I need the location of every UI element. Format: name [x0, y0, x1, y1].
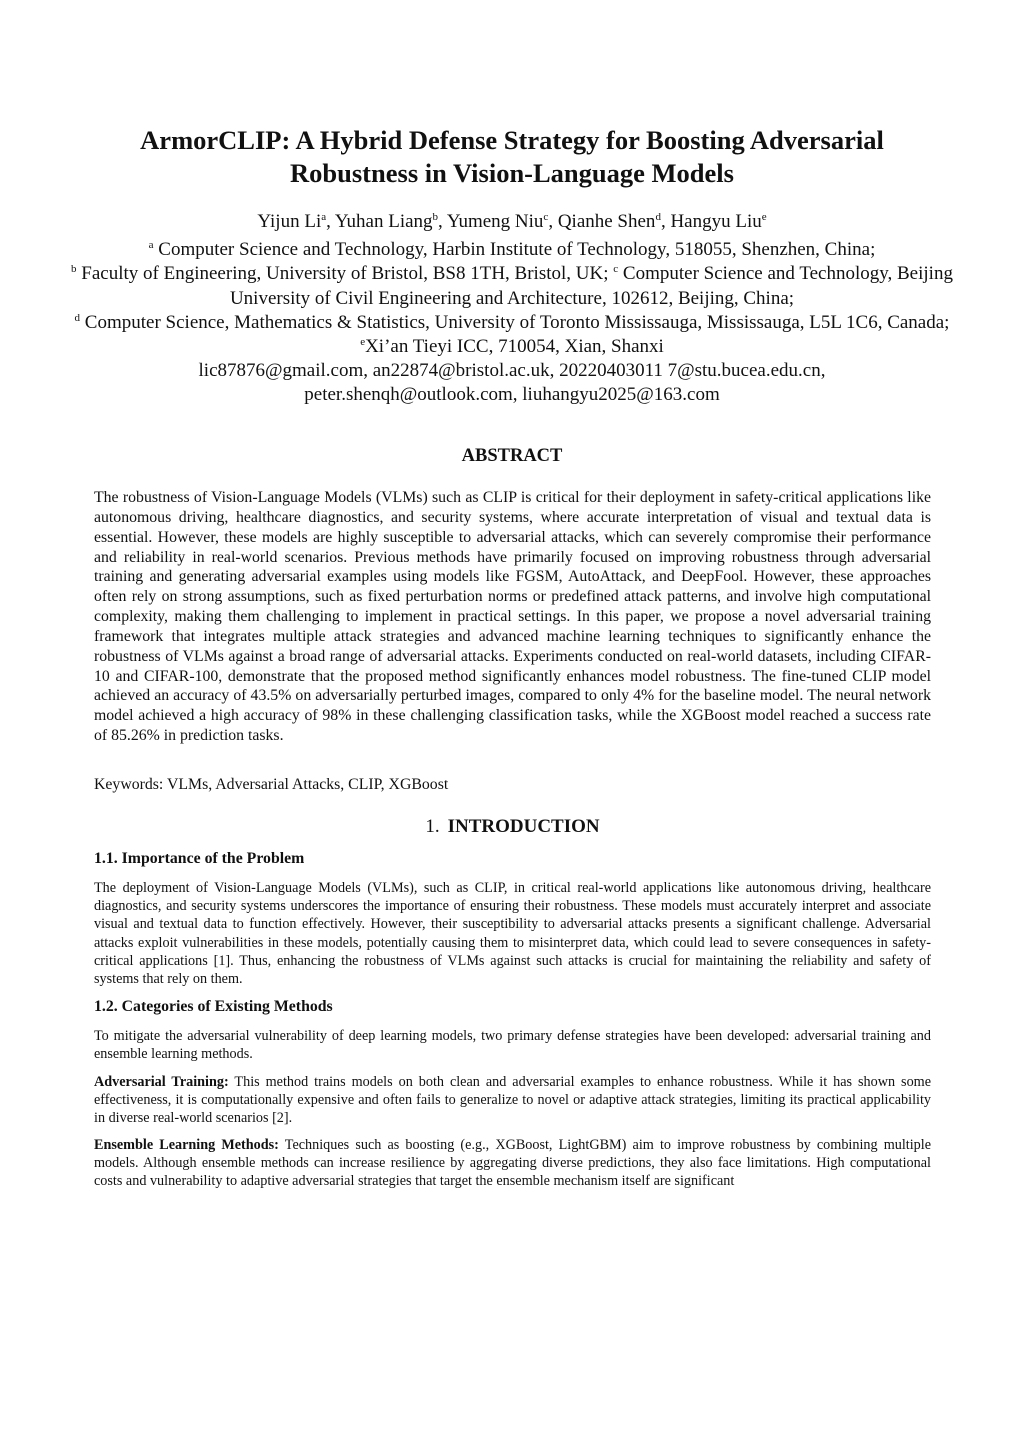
email-list [60, 359, 964, 407]
paragraph-methods-intro: To mitigate the adversarial vulnerability of deep learning models, two primary defense strategies have been developed: adversarial training and ensemble learning methods. [94, 1028, 931, 1063]
email-line-1: lic87876@gmail.com, an22874@bristol.ac.uk, 20220403011 7@stu.bucea.edu.cn, [198, 360, 826, 382]
paper-title [60, 124, 964, 190]
section-heading-introduction [94, 816, 931, 838]
title-line-1: ArmorCLIP: A Hybrid Defense Strategy for Boosting Adversarial [140, 125, 884, 155]
subsection-heading-1-1: 1.1. Importance of the Problem [94, 850, 305, 867]
author: Yumeng Niu$^c$, [446, 211, 558, 232]
author: Qianhe Shen$^d$, [557, 211, 671, 232]
front-matter [60, 210, 964, 408]
author: Yuhan Liang$^b$, [334, 211, 447, 232]
affiliation-a: $^a$ Computer Science and Technology, Harbin Institute of Technology, 518055, Shenzhen, China; [148, 239, 876, 261]
section-title: INTRODUCTION [447, 816, 600, 837]
author: Hangyu Liu$^e$ [670, 211, 767, 232]
abstract-text: The robustness of Vision-Language Models (VLMs) such as CLIP is critical for their deployment in safety-critical applications like autonomous driving, healthcare diagnostics, and security systems, where accurate interpretation of visual and textual data is essential. However, these models are highly susceptible to adversarial attacks, which can severely compromise their performance and reliability in real-world scenarios. Previous methods have primarily focused on improving robustness through adversarial training and generating adversarial examples using models like FGSM, AutoAttack, and DeepFool. However, these approaches often rely on strong assumptions, such as fixed perturbation norms or predefined attack patterns, and involve high computational complexity, making them challenging to implement in practical settings. In this paper, we propose a novel adversarial training framework that integrates multiple attack strategies and advanced machine learning techniques to significantly enhance the robustness of VLMs against a broad range of adversarial attacks. Experiments conducted on real-world datasets, including CIFAR-10 and CIFAR-100, demonstrate that the proposed method significantly enhances model robustness. The fine-tuned CLIP model achieved an accuracy of 43.5% on adversarially perturbed images, compared to only 4% for the baseline model. The neural network model achieved a high accuracy of 98% in these challenging classification tasks, while the XGBoost model reached a success rate of 85.26% in prediction tasks. [94, 489, 931, 745]
affiliations [60, 238, 964, 359]
paragraph-ensemble-learning: Ensemble Learning Methods: Techniques such as boosting (e.g., XGBoost, LightGBM) aim to improve robustness by combining multiple models. Although ensemble methods can increase resilience by aggregating diverse predictions, they also face limitations. High computational costs and vulnerability to adaptive adversarial strategies that target the ensemble mechanism itself are significant [94, 1137, 931, 1190]
subsection-heading-1-2: 1.2. Categories of Existing Methods [94, 998, 333, 1015]
section-number: 1. [425, 816, 440, 837]
affiliation-b-c: $^b$ Faculty of Engineering, University of Bristol, BS8 1TH, Bristol, UK; $^c$ Computer Science and Technology, Beijing University of Civil Engineering and Architecture, 102612, Beijing, China; [71, 263, 953, 309]
affiliation-d-e: $^d$ Computer Science, Mathematics & Statistics, University of Toronto Mississauga, Mississauga, L5L 1C6, Canada; $^e$Xi’an Tieyi ICC, 710054, Xian, Shanxi [74, 311, 950, 358]
email-line-2: peter.shenqh@outlook.com, liuhangyu2025@163.com [304, 384, 720, 406]
abstract-heading: ABSTRACT [461, 446, 563, 466]
ensemble-learning-label: Ensemble Learning Methods: [94, 1137, 279, 1153]
keywords: Keywords: VLMs, Adversarial Attacks, CLIP, XGBoost [94, 776, 449, 793]
adversarial-training-label: Adversarial Training: [94, 1074, 229, 1090]
paragraph-importance: The deployment of Vision-Language Models (VLMs), such as CLIP, in critical real-world applications like autonomous driving, healthcare diagnostics, and security systems underscores the importance of ensuring their robustness. These models must accurately interpret and associate visual and textual data to function effectively. However, their susceptibility to adversarial attacks presents a significant challenge. Adversarial attacks exploit vulnerabilities in these models, potentially causing them to misinterpret data, which could lead to severe consequences in safety-critical applications [1]. Thus, enhancing the robustness of VLMs against such attacks is crucial for maintaining the reliability and safety of systems that rely on them. [94, 880, 931, 988]
author-list [60, 210, 964, 234]
title-line-2: Robustness in Vision-Language Models [290, 158, 734, 188]
paragraph-adversarial-training: Adversarial Training: This method trains models on both clean and adversarial examples to enhance robustness. While it has shown some effectiveness, it is computationally expensive and often fails to generalize to novel or adaptive attack strategies, limiting its practical applicability in diverse real-world scenarios [2]. [94, 1074, 931, 1127]
author: Yijun Li$^a$, [257, 211, 335, 232]
